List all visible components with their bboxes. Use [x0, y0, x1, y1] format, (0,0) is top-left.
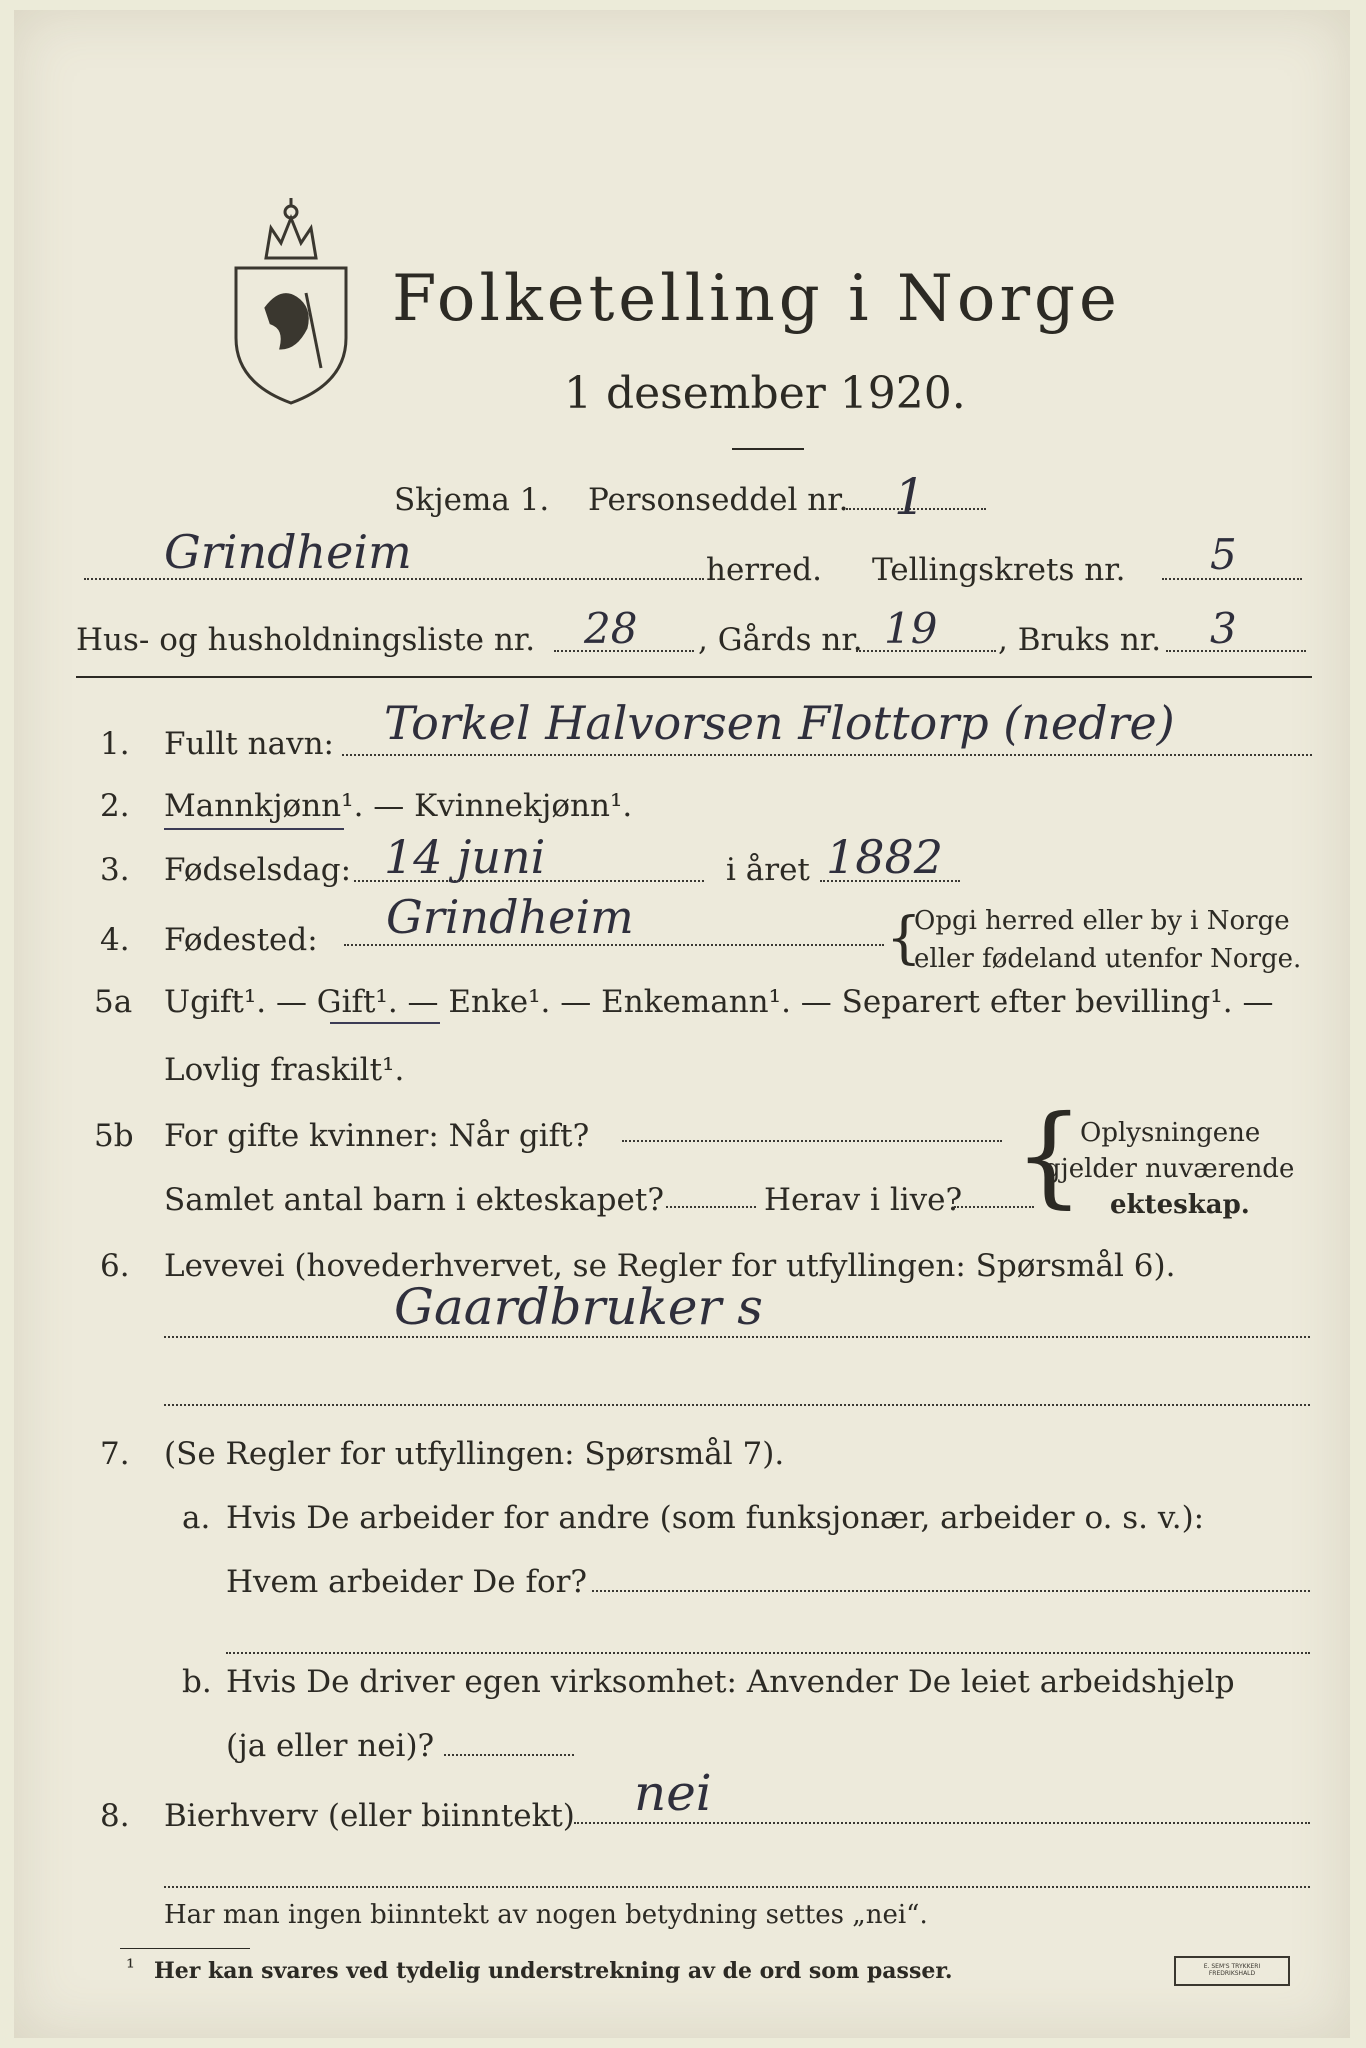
- q8-line-2: [164, 1886, 1310, 1888]
- q3-label: Fødselsdag:: [164, 852, 352, 888]
- q7a-number: a.: [182, 1500, 211, 1536]
- q4-label: Fødested:: [164, 922, 318, 958]
- hus-value[interactable]: 28: [584, 604, 638, 653]
- q5b-line-2a-blank[interactable]: [666, 1206, 756, 1208]
- q7-label: (Se Regler for utfyllingen: Spørsmål 7).: [164, 1436, 785, 1472]
- form-title: Folketelling i Norge: [392, 262, 1121, 336]
- q1-number: 1.: [100, 726, 130, 762]
- personseddel-value[interactable]: 1: [894, 468, 926, 526]
- q7a-line-3-blank[interactable]: [226, 1652, 1310, 1654]
- q7b-line-2: (ja eller nei)?: [226, 1728, 435, 1764]
- q6-line-2: [164, 1404, 1310, 1406]
- q1-value[interactable]: Torkel Halvorsen Flottorp (nedre): [384, 696, 1175, 750]
- herred-label: herred.: [706, 552, 822, 588]
- herred-value[interactable]: Grindheim: [164, 525, 412, 579]
- hus-label: Hus- og husholdningsliste nr.: [76, 622, 536, 658]
- title-divider: [732, 448, 804, 450]
- q7a-line-2: Hvem arbeider De for?: [226, 1564, 588, 1600]
- census-form: [14, 10, 1350, 2038]
- q4-line: [344, 944, 884, 946]
- q5b-number: 5b: [94, 1118, 134, 1154]
- q7b-line-1: Hvis De driver egen virksomhet: Anvender De leiet arbeidshjelp: [226, 1664, 1235, 1700]
- q5b-line-2b: Herav i live?: [764, 1182, 963, 1218]
- q6-number: 6.: [100, 1248, 130, 1284]
- q5b-note-2: gjelder nuværende: [1044, 1154, 1295, 1184]
- q5a-line-1: Ugift¹. — Gift¹. — Enke¹. — Enkemann¹. — Separert efter bevilling¹. —: [164, 984, 1274, 1020]
- footnote-divider: [120, 1948, 250, 1949]
- q5b-note-3: ekteskap.: [1110, 1190, 1250, 1220]
- printer-stamp-text: E. SEM'S TRYKKERI FREDRIKSHALD: [1203, 1963, 1261, 1977]
- bruks-label: , Bruks nr.: [998, 622, 1162, 658]
- q7-number: 7.: [100, 1436, 130, 1472]
- q7b-line-2-blank[interactable]: [444, 1754, 574, 1756]
- q2-number: 2.: [100, 788, 130, 824]
- q6-line-1: [164, 1336, 1310, 1338]
- q2-underline-mannkjonn: [164, 828, 344, 830]
- personseddel-label: Personseddel nr.: [588, 482, 849, 518]
- q2-label: Mannkjønn¹. — Kvinnekjønn¹.: [164, 788, 633, 824]
- q8-number: 8.: [100, 1798, 130, 1834]
- tellingskrets-value[interactable]: 5: [1210, 530, 1237, 579]
- q6-value[interactable]: Gaardbruker s: [394, 1278, 763, 1336]
- q7b-number: b.: [182, 1664, 212, 1700]
- footer-note: Har man ingen biinntekt av nogen betydning settes „nei“.: [164, 1900, 928, 1930]
- q4-note-2: eller fødeland utenfor Norge.: [914, 944, 1302, 974]
- q4-brace: {: [886, 906, 922, 971]
- skjema-label: Skjema 1.: [394, 482, 550, 518]
- coat-of-arms-icon: [226, 198, 356, 408]
- q5b-brace: {: [1014, 1091, 1084, 1219]
- q1-label: Fullt navn:: [164, 726, 334, 762]
- q1-line: [342, 754, 1312, 756]
- gards-label: , Gårds nr.: [698, 622, 863, 658]
- census-date: 1 desember 1920.: [564, 368, 966, 419]
- q4-number: 4.: [100, 922, 130, 958]
- footnote-text: Her kan svares ved tydelig understrekning av de ord som passer.: [154, 1958, 953, 1984]
- q8-line: [574, 1822, 1310, 1824]
- q3-number: 3.: [100, 852, 130, 888]
- q4-note-1: Opgi herred eller by i Norge: [914, 906, 1290, 936]
- q4-value[interactable]: Grindheim: [386, 890, 634, 944]
- q8-value[interactable]: nei: [634, 1764, 712, 1822]
- q8-label: Bierhverv (eller biinntekt): [164, 1798, 575, 1834]
- header-divider: [76, 676, 1312, 678]
- q5a-line-2: Lovlig fraskilt¹.: [164, 1052, 405, 1088]
- q3-year-label: i året: [726, 852, 810, 888]
- q7a-line-2-blank[interactable]: [592, 1590, 1310, 1592]
- q7a-line-1: Hvis De arbeider for andre (som funksjonær, arbeider o. s. v.):: [226, 1500, 1205, 1536]
- q5b-note-1: Oplysningene: [1080, 1118, 1261, 1148]
- q5b-line-1: For gifte kvinner: Når gift?: [164, 1118, 590, 1154]
- q5b-line-1-blank[interactable]: [622, 1140, 1002, 1142]
- q5a-number: 5a: [94, 984, 133, 1020]
- q6-label: Levevei (hovederhvervet, se Regler for utfyllingen: Spørsmål 6).: [164, 1248, 1176, 1284]
- bruks-value[interactable]: 3: [1210, 604, 1237, 653]
- footnote-mark: ¹: [126, 1956, 135, 1981]
- q5a-underline-gift: [330, 1022, 440, 1024]
- q3-year-value[interactable]: 1882: [826, 830, 944, 884]
- printer-stamp: [1174, 1956, 1290, 1986]
- gards-value[interactable]: 19: [884, 604, 938, 653]
- q5b-line-2a: Samlet antal barn i ekteskapet?: [164, 1182, 664, 1218]
- q3-value[interactable]: 14 juni: [384, 830, 546, 884]
- tellingskrets-label: Tellingskrets nr.: [872, 552, 1126, 588]
